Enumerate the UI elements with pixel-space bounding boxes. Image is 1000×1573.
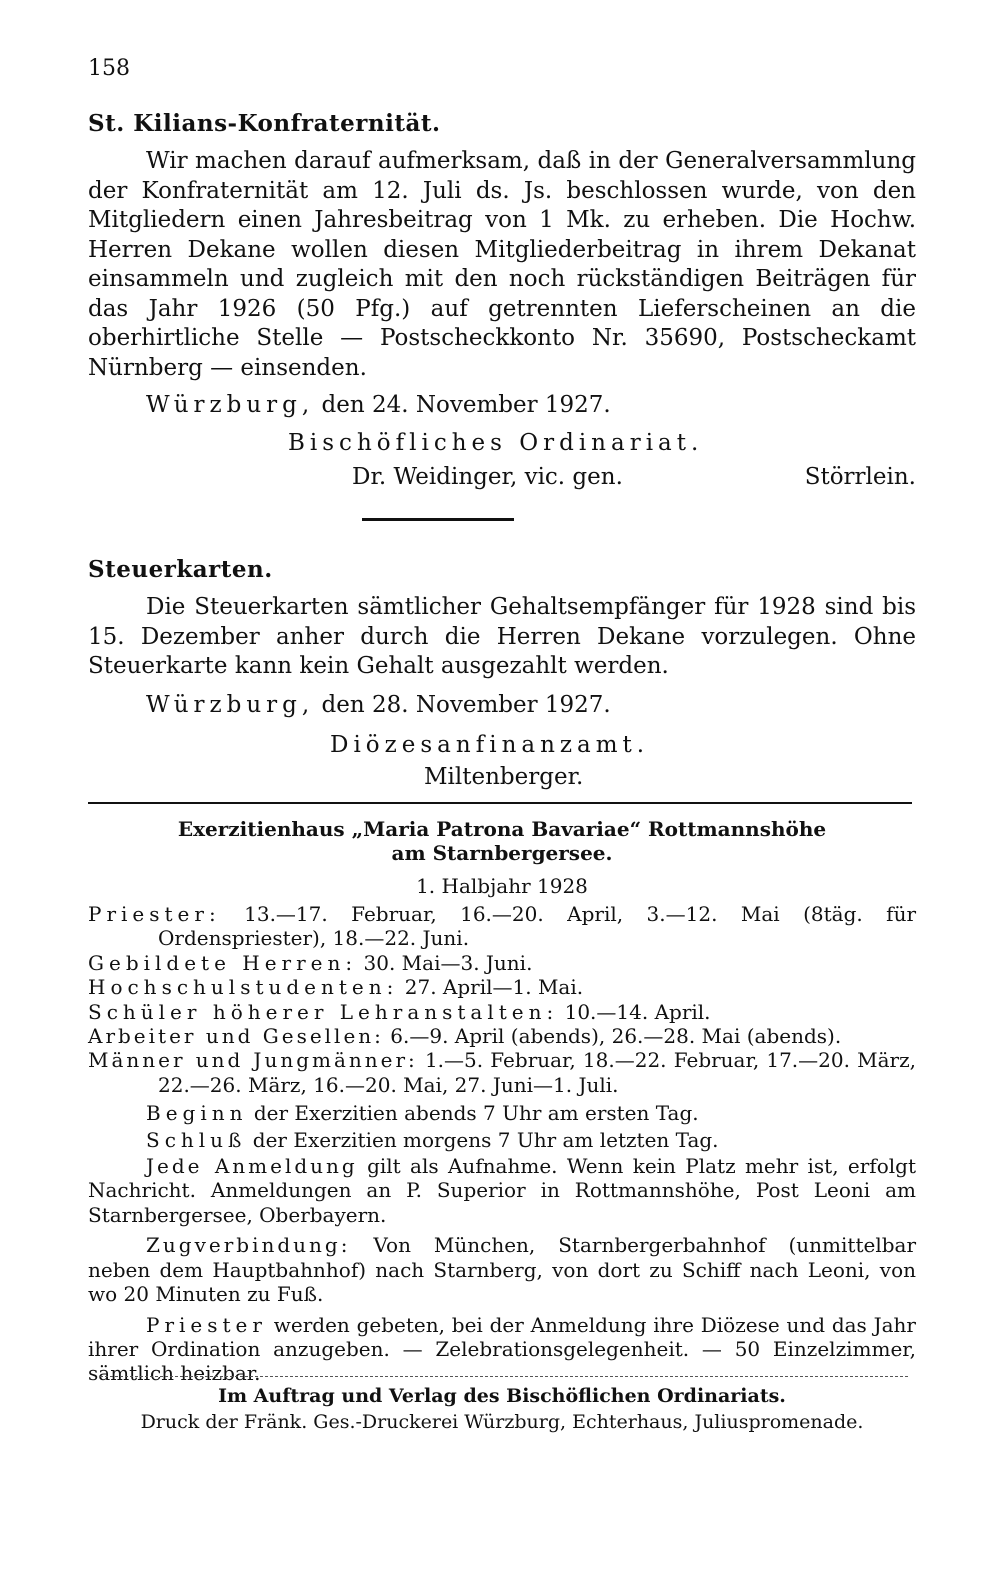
issuing-authority: Bischöfliches Ordinariat. [288,430,704,456]
exerzitien-title [88,817,916,865]
dateline-city: Würzburg, [146,392,315,418]
exerzitien-subtitle: 1. Halbjahr 1928 [416,874,588,898]
section-heading: St. Kilians-Konfraternität. [88,110,441,137]
schedule-text: 6.—9. April (abends), 26.—28. Mai (abends). [390,1024,842,1049]
signer-right: Störrlein. [804,464,916,490]
anmeldung-paragraph [88,1154,916,1227]
signer-left: Dr. Weidinger, vic. gen. [352,464,623,490]
imprint-line-1: Im Auftrag und Verlag des Bischöflichen Ordinariats. [218,1385,786,1407]
begin-line [88,1101,916,1125]
section-body: Wir machen darauf aufmerksam, daß in der Generalversammlung der Konfraternität am 12. Juli ds. Js. beschlossen wurde, von den Mitgliedern einen Jahresbeitrag von 1 Mk. zu erheben. Die Hochw. Herren Dekane wollen diesen Mitgliederbeitrag in ihrem Dekanat einsammeln und zugleich mit den noch rückständigen Beiträgen für das Jahr 1926 (50 Pfg.) auf getrennten Lieferscheinen an die oberhirtliche Stelle — Postscheckkonto Nr. 35690, Postscheckamt Nürnberg — einsenden. [88,148,916,381]
signer: Miltenberger. [424,764,584,790]
end-label: Schluß [146,1127,247,1152]
schedule-entry [88,1048,916,1097]
section-body: Die Steuerkarten sämtlicher Gehaltsempfänger für 1928 sind bis 15. Dezember anher durch die Herren Dekane vorzulegen. Ohne Steuerkarte kann kein Gehalt ausgezahlt werden. [88,594,916,679]
dateline [146,692,916,718]
footer-rule [100,1376,908,1377]
begin-label: Beginn [146,1101,248,1126]
schedule-entry [88,1000,916,1024]
section-heading: Steuerkarten. [88,556,273,583]
schedule-label: Priester: [88,902,221,926]
dateline-date: den 24. November 1927. [321,392,611,418]
section-kilians [88,110,916,137]
priester-paragraph [88,1313,916,1386]
schedule-label: Schüler höherer Lehranstalten: [88,999,559,1024]
schedule-text: 1.—5. Februar, 18.—22. Februar, 17.—20. März, 22.—26. März, 16.—20. Mai, 27. Juni—1. Juli. [158,1048,916,1097]
schedule-text: 27. April—1. Mai. [404,975,584,1000]
issuing-authority: Diözesanfinanzamt. [330,732,650,758]
schedule-entry [88,902,916,951]
title-line-2: am Starnbergersee. [391,841,613,865]
zug-paragraph [88,1233,916,1306]
dateline-city: Würzburg, [146,692,315,718]
schedule-text: 13.—17. Februar, 16.—20. April, 3.—12. Mai (8täg. für Ordenspriester), 18.—22. Juni. [158,902,917,951]
priester-label: Priester [146,1312,267,1337]
imprint-line-2: Druck der Fränk. Ges.-Druckerei Würzburg, Echterhaus, Juliuspromenade. [140,1411,864,1434]
imprint [88,1384,916,1435]
schedule-entry [88,951,916,975]
anmeldung-label: Jede Anmeldung [146,1154,358,1179]
schedule-label: Männer und Jungmänner: [88,1048,418,1073]
schedule-list [88,902,916,1386]
schedule-label: Gebildete Herren: [88,950,358,975]
schedule-label: Hochschulstudenten: [88,975,399,1000]
schedule-label: Arbeiter und Gesellen: [88,1024,384,1049]
anmeldung-text: gilt als Aufnahme. Wenn kein Platz mehr ist, erfolgt Nachricht. Anmeldungen an P. Superior in Rottmannshöhe, Post Leoni am Starnbergersee, Oberbayern. [88,1154,916,1227]
section-divider [362,518,514,521]
zug-text: Von München, Starnbergerbahnhof (unmittelbar neben dem Hauptbahnhof) nach Starnberg, von dort zu Schiff nach Leoni, von wo 20 Minuten zu Fuß. [88,1233,916,1307]
title-line-1: Exerzitienhaus „Maria Patrona Bavariae“ Rottmannshöhe [177,817,827,841]
page-number: 158 [88,56,130,81]
begin-text: der Exerzitien abends 7 Uhr am ersten Tag. [253,1101,699,1126]
schedule-entry [88,1024,916,1048]
full-width-rule [88,802,912,804]
section-steuerkarten [88,556,916,583]
end-text: der Exerzitien morgens 7 Uhr am letzten Tag. [252,1127,719,1152]
schedule-text: 10.—14. April. [564,999,711,1024]
signatures [352,464,916,490]
zug-label: Zugverbindung: [146,1233,351,1258]
end-line [88,1128,916,1152]
dateline-date: den 28. November 1927. [321,692,611,718]
priester-text: werden gebeten, bei der Anmeldung ihre Diözese und das Jahr ihrer Ordination anzugeben. — Zelebrationsgelegenheit. — 50 Einzelzimmer, sämtlich heizbar. [88,1312,916,1386]
schedule-entry [88,975,916,999]
schedule-text: 30. Mai—3. Juni. [363,950,533,975]
dateline [146,392,916,418]
